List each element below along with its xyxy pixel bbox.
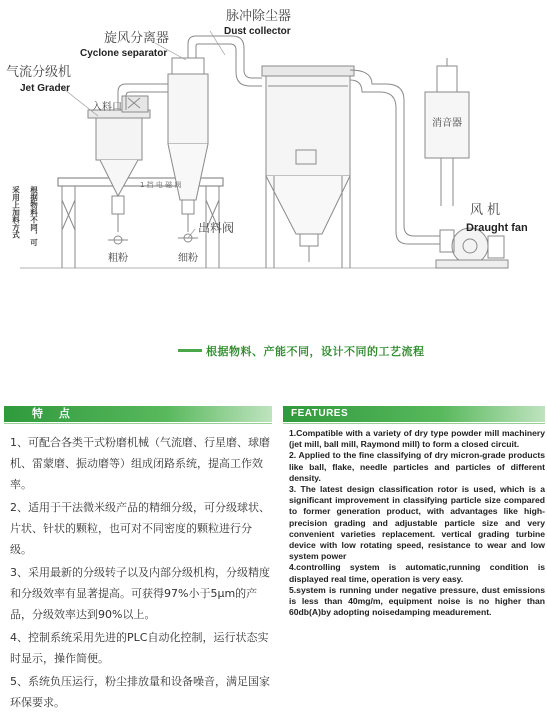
features-cn-header [4,406,272,422]
list-item: 3. The latest design classification rotor is used, which is a significant improvement in classifying particle size compared to former generation product, with advantages like high-precision grading and adjustable particle size and very convenient varieties replacement. vertical grading turbine device with low rotating speed, resistance to wear and low system power [289,484,545,562]
features-en-title: FEATURES [291,408,349,419]
list-item: 3、采用最新的分级转子以及内部分级机构，分级精度和分级效率有显著提高。可获得97%小于5μm的产品，分级效率达到90%以上。 [10,566,270,621]
discharge-valve-label: 出料阀 [198,221,235,235]
fan-label-cn: 风 机 [470,203,501,218]
features-cn-title: 特 点 [32,407,76,420]
list-item: 2、适用于干法微米级产品的精细分级，可分级球状、片状、针状的颗粒，也可对不同密度的颗粒进行分级。 [10,501,270,556]
features-cn-list [4,432,272,713]
jet-grader-label-cn: 气流分级机 [6,65,72,80]
side-note-material: 根据物料不同，可 [29,186,39,246]
header-divider [283,423,545,424]
list-item: 1.Compatible with a variety of dry type powder mill machinery (jet mill, ball mill, Raymond mill) to form a closed circuit. [289,428,545,450]
silencer-label: 消音器 [432,118,462,129]
features-cn-panel [4,406,272,709]
slogan-accent-line [178,349,202,352]
header-divider [4,423,272,424]
coarse-powder-label: 粗粉 [108,253,128,264]
list-item: 5.system is running under negative pressure, dust emissions is less than 40mg/m, equipment noise is no higher than 60db(A)by adopting noisedamping meadurement. [289,584,545,618]
cyclone-label-en: Cyclone separator [80,48,168,59]
list-item: 2. Applied to the fine classifying of dry micron-grade products like ball, flake, needle particles and particles of different density. [289,450,545,483]
dust-collector-label-en: Dust collector [224,26,291,37]
dust-collector-label-cn: 脉冲除尘器 [226,9,292,24]
solenoid-note: 1 挡 电 磁 阀 [140,181,182,189]
list-item: 4、控制系统采用先进的PLC自动化控制，运行状态实时显示，操作简便。 [10,631,269,665]
process-diagram [0,0,547,330]
jet-grader-label-en: Jet Grader [20,83,71,94]
features-en-header [283,406,545,422]
slogan-text: 根据物料、产能不同，设计不同的工艺流程 [206,345,425,358]
list-item: 4.controlling system is automatic,running condition is displayed real time, operation is very easy. [289,562,545,584]
list-item: 5、系统负压运行，粉尘排放量和设备噪音，满足国家环保要求。 [10,675,270,709]
features-en-panel [283,406,545,676]
side-note-feed-method: 采用上加料方式 [11,186,21,239]
fan-label-en: Draught fan [466,222,528,234]
cyclone-label-cn: 旋风分离器 [104,31,170,46]
slogan-row [0,340,547,360]
fine-powder-label: 细粉 [178,253,198,264]
list-item: 1、可配合各类干式粉磨机械（气流磨、行星磨、球磨机、雷蒙磨、振动磨等）组成闭路系统，提高工作效率。 [10,436,270,491]
feed-inlet-label: 入料口 [92,102,122,113]
features-en-list [283,428,545,618]
